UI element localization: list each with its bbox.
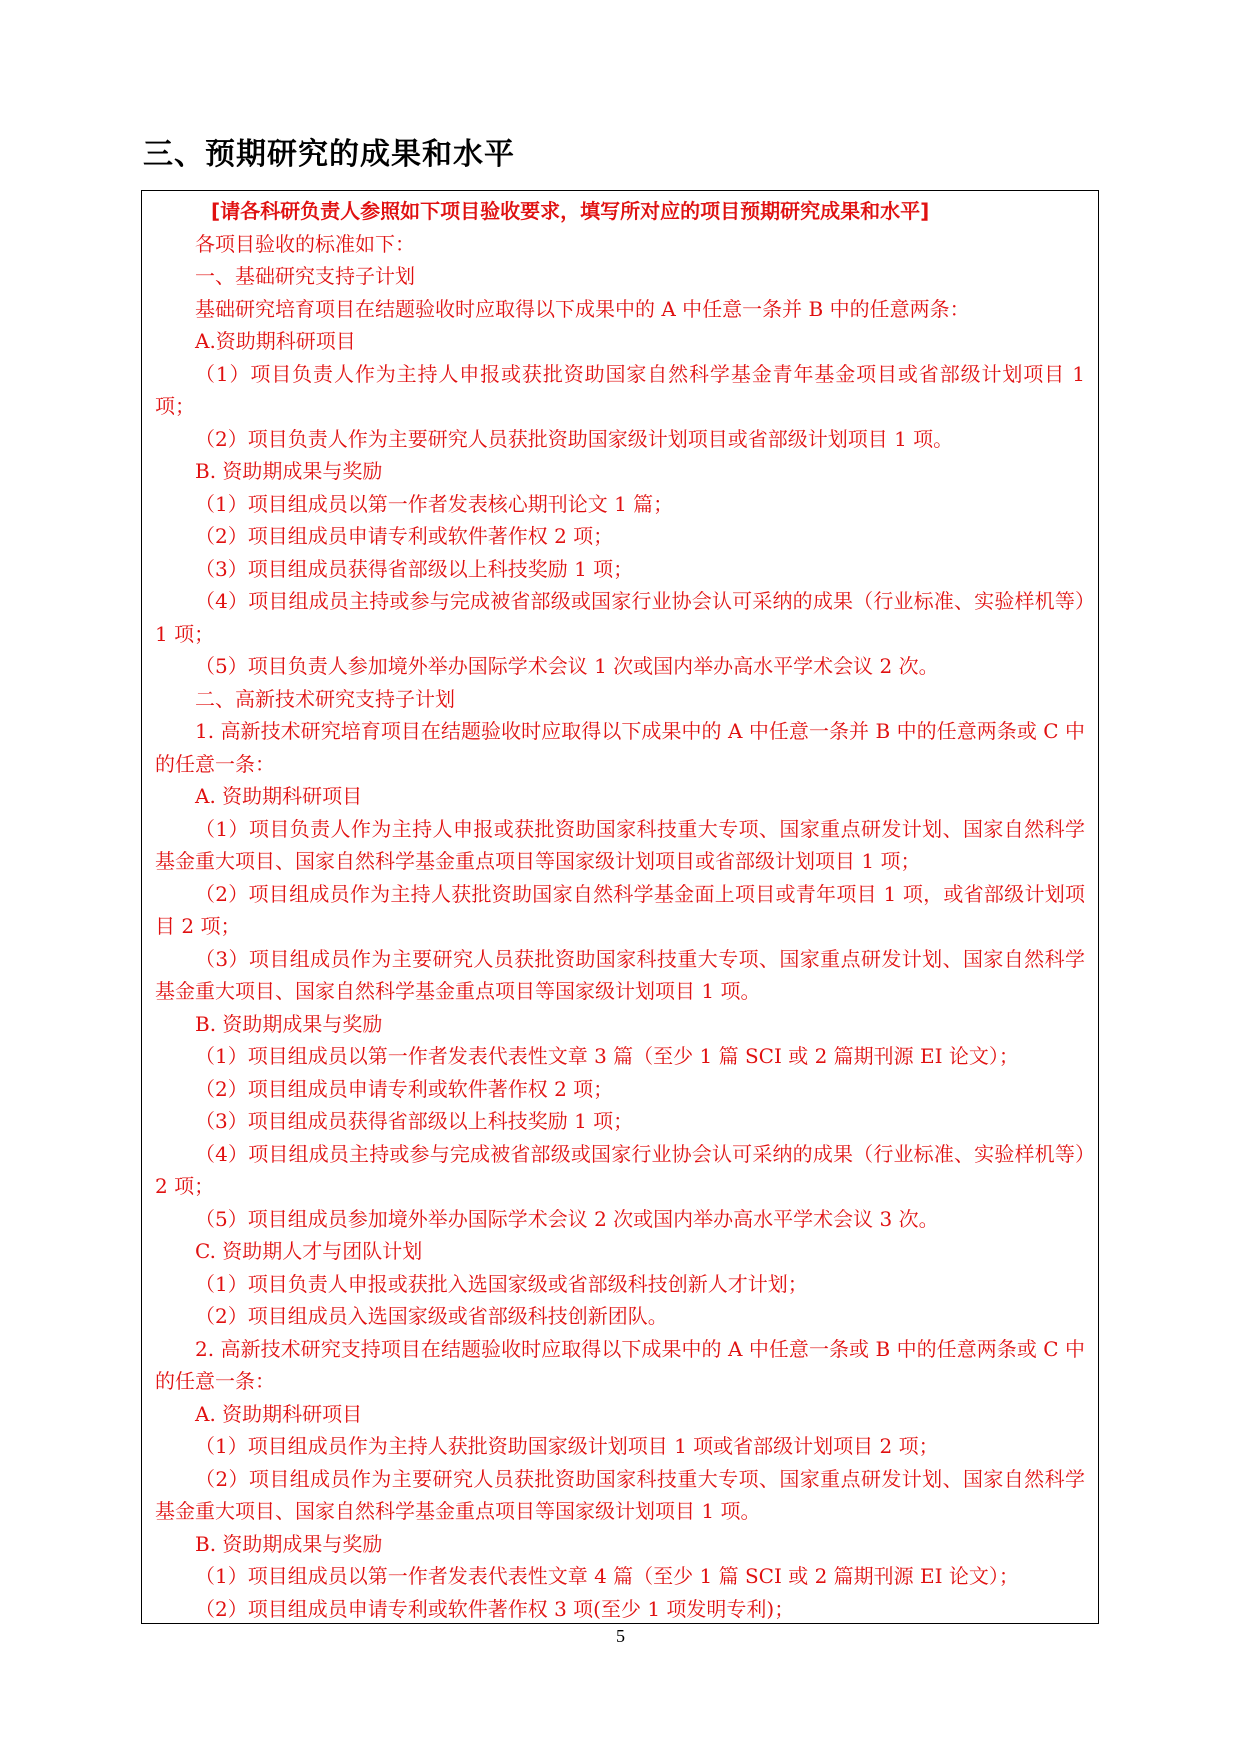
paragraph: （2）项目组成员申请专利或软件著作权 3 项(至少 1 项发明专利)；	[195, 1596, 795, 1621]
page-number: 5	[616, 1626, 625, 1646]
paragraph: （4）项目组成员主持或参与完成被省部级或国家行业协会认可采纳的成果（行业标准、实验样机等）2 项；	[155, 1141, 1085, 1198]
paragraph: 2. 高新技术研究支持项目在结题验收时应取得以下成果中的 A 中任意一条或 B 中的任意两条或 C 中的任意一条：	[155, 1336, 1085, 1393]
paragraph: （1）项目组成员以第一作者发表代表性文章 4 篇（至少 1 篇 SCI 或 2 篇期刊源 EI 论文）；	[195, 1564, 1019, 1588]
paragraph: 各项目验收的标准如下：	[195, 231, 415, 256]
paragraph: A. 资助期科研项目	[195, 784, 363, 808]
content-box	[141, 190, 1099, 1624]
paragraph: 一、基础研究支持子计划	[195, 264, 415, 288]
paragraph: 1. 高新技术研究培育项目在结题验收时应取得以下成果中的 A 中任意一条并 B 中的任意两条或 C 中的任意一条：	[155, 719, 1085, 776]
paragraph: A. 资助期科研项目	[195, 1401, 363, 1426]
paragraph: （2）项目负责人作为主要研究人员获批资助国家级计划项目或省部级计划项目 1 项。	[195, 426, 954, 451]
paragraph: （1）项目组成员以第一作者发表代表性文章 3 篇（至少 1 篇 SCI 或 2 篇期刊源 EI 论文）；	[195, 1044, 1019, 1068]
paragraph: （2）项目组成员申请专利或软件著作权 2 项；	[195, 524, 614, 548]
paragraph: （4）项目组成员主持或参与完成被省部级或国家行业协会认可采纳的成果（行业标准、实验样机等）1 项；	[155, 589, 1085, 646]
paragraph: （2）项目组成员入选国家级或省部级科技创新团队。	[195, 1304, 668, 1328]
requirements-text	[155, 195, 1085, 1625]
paragraph: （3）项目组成员获得省部级以上科技奖励 1 项；	[195, 1109, 634, 1133]
paragraph: C. 资助期人才与团队计划	[195, 1239, 423, 1263]
notice-text: [请各科研负责人参照如下项目验收要求，填写所对应的项目预期研究成果和水平]	[211, 199, 930, 223]
paragraph-list	[155, 228, 1085, 1626]
paragraph: 二、高新技术研究支持子计划	[195, 686, 455, 711]
paragraph: B. 资助期成果与奖励	[195, 1531, 383, 1556]
paragraph: （3）项目组成员作为主要研究人员获批资助国家科技重大专项、国家重点研发计划、国家自然科学基金重大项目、国家自然科学基金重点项目等国家级计划项目 1 项。	[155, 946, 1085, 1003]
paragraph: （1）项目负责人申报或获批入选国家级或省部级科技创新人才计划；	[195, 1271, 808, 1296]
paragraph: （2）项目组成员作为主持人获批资助国家自然科学基金面上项目或青年项目 1 项，或省部级计划项目 2 项；	[155, 881, 1085, 938]
paragraph: （3）项目组成员获得省部级以上科技奖励 1 项；	[195, 556, 634, 581]
paragraph: （1）项目负责人作为主持人申报或获批资助国家自然科学基金青年基金项目或省部级计划项目 1 项；	[155, 361, 1085, 418]
paragraph: （5）项目负责人参加境外举办国际学术会议 1 次或国内举办高水平学术会议 2 次。	[195, 654, 939, 678]
paragraph: B. 资助期成果与奖励	[195, 1011, 383, 1036]
section-heading: 三、预期研究的成果和水平	[143, 137, 515, 172]
paragraph: A.资助期科研项目	[195, 329, 356, 353]
paragraph: （1）项目组成员作为主持人获批资助国家级计划项目 1 项或省部级计划项目 2 项；	[195, 1434, 939, 1458]
paragraph: B. 资助期成果与奖励	[195, 459, 383, 483]
paragraph: （2）项目组成员作为主要研究人员获批资助国家科技重大专项、国家重点研发计划、国家自然科学基金重大项目、国家自然科学基金重点项目等国家级计划项目 1 项。	[155, 1466, 1085, 1523]
paragraph: （1）项目组成员以第一作者发表核心期刊论文 1 篇；	[195, 491, 674, 516]
paragraph: （5）项目组成员参加境外举办国际学术会议 2 次或国内举办高水平学术会议 3 次。	[195, 1206, 939, 1231]
paragraph: （2）项目组成员申请专利或软件著作权 2 项；	[195, 1076, 614, 1101]
paragraph: （1）项目负责人作为主持人申报或获批资助国家科技重大专项、国家重点研发计划、国家自然科学基金重大项目、国家自然科学基金重点项目等国家级计划项目或省部级计划项目 1 项；	[155, 816, 1085, 873]
paragraph: 基础研究培育项目在结题验收时应取得以下成果中的 A 中任意一条并 B 中的任意两条：	[195, 296, 970, 321]
